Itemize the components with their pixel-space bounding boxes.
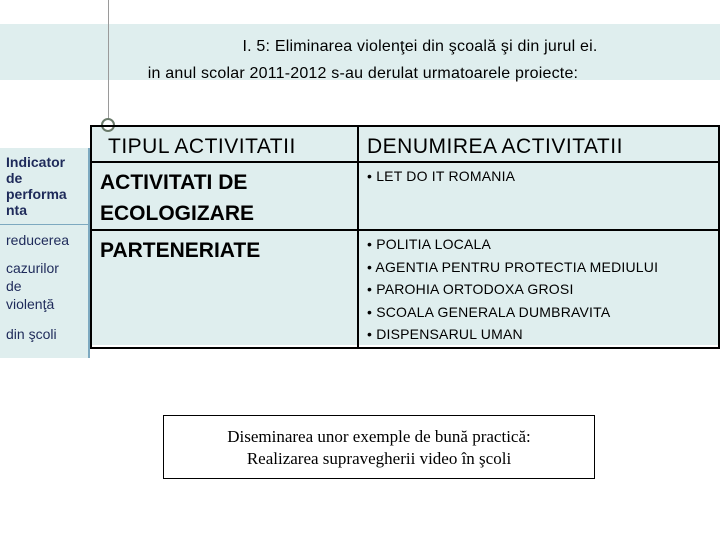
list-item: • LET DO IT ROMANIA: [367, 168, 516, 184]
indicator-text: reducerea cazurilor de violenţă din şcoli: [6, 232, 70, 342]
indicator-label: Indicator de performa nta: [6, 154, 67, 218]
header-tipul: TIPUL ACTIVITATII: [91, 126, 358, 162]
good-practice-line2: Realizarea supravegherii video în şcoli: [246, 449, 512, 468]
projects-table: [90, 125, 720, 349]
list-item: • DISPENSARUL UMAN: [367, 326, 523, 342]
row-type-parteneriate: PARTENERIATE: [91, 230, 358, 348]
vertical-divider: [108, 0, 109, 126]
good-practice-line1: Diseminarea unor exemple de bună practică:: [227, 427, 531, 446]
page-title: I. 5: Eliminarea violenţei din şcoală şi din jurul ei.: [242, 38, 598, 55]
table-row: [91, 230, 719, 348]
row-items-ecologizare: [358, 162, 719, 230]
table-header-row: [91, 126, 719, 162]
page-subtitle: in anul scolar 2011-2012 s-au derulat urmatoarele proiecte:: [147, 65, 579, 82]
table-row: [91, 162, 719, 230]
good-practice-box: [163, 415, 595, 479]
indicator-divider: [0, 224, 88, 225]
row-items-parteneriate: [358, 230, 719, 348]
list-item: • AGENTIA PENTRU PROTECTIA MEDIULUI: [367, 258, 659, 275]
row-type-ecologizare: ACTIVITATI DE ECOLOGIZARE: [91, 162, 358, 230]
list-item: • PAROHIA ORTODOXA GROSI: [367, 281, 574, 297]
list-item: • SCOALA GENERALA DUMBRAVITA: [367, 303, 611, 320]
header-denumirea: DENUMIREA ACTIVITATII: [358, 126, 719, 162]
indicator-sidebar: [0, 148, 90, 358]
list-item: • POLITIA LOCALA: [367, 236, 492, 252]
